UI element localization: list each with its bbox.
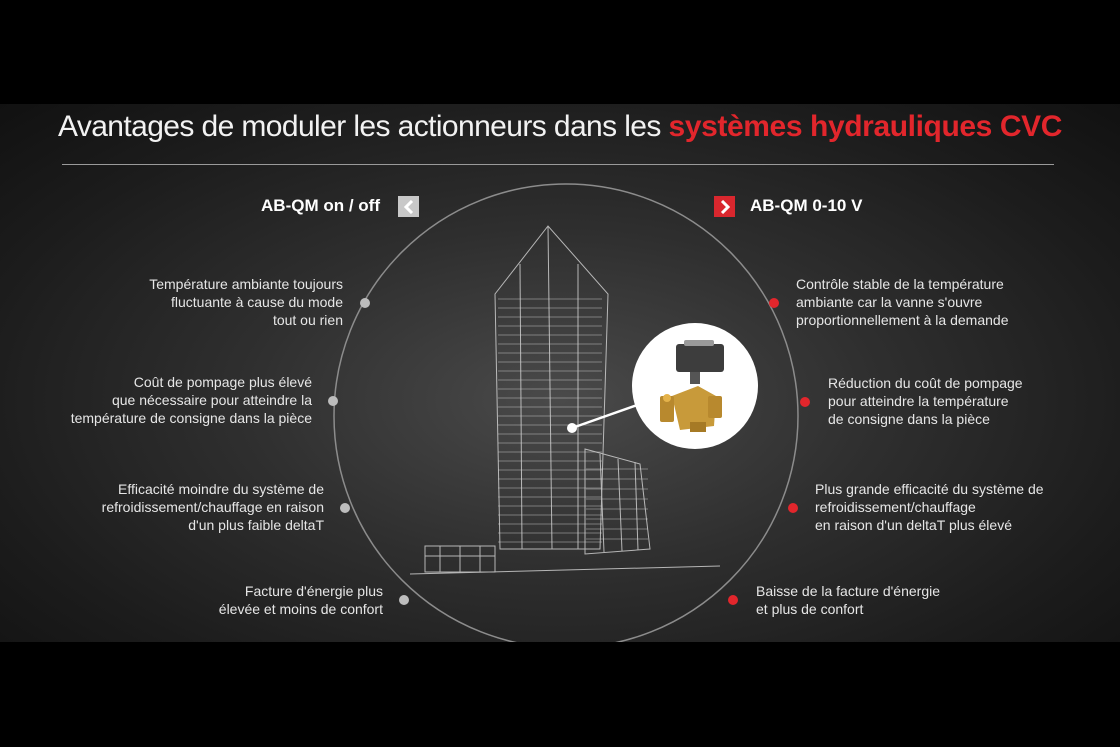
right-item-3: Plus grande efficacité du système de refroidissement/chauffage en raison d'un deltaT plus élevé bbox=[815, 481, 1044, 533]
left-item-1: Température ambiante toujours fluctuante à cause du mode tout ou rien bbox=[149, 276, 343, 328]
right-item-4: Baisse de la facture d'énergie et plus de confort bbox=[756, 583, 941, 617]
page-title: Avantages de moduler les actionneurs dans les systèmes hydrauliques CVC bbox=[57, 110, 1063, 143]
chevron-right-icon[interactable] bbox=[714, 196, 735, 217]
title-accent: systèmes hydrauliques CVC bbox=[668, 110, 1063, 143]
slide bbox=[0, 104, 1120, 642]
left-item-3: Efficacité moindre du système de refroidissement/chauffage en raison d'un plus faible deltaT bbox=[101, 481, 324, 533]
chevron-left-icon[interactable] bbox=[398, 196, 419, 217]
right-item-1: Contrôle stable de la température ambiante car la vanne s'ouvre proportionnellement à la demande bbox=[796, 276, 1009, 328]
right-heading: AB-QM 0-10 V bbox=[750, 196, 863, 215]
right-item-2: Réduction du coût de pompage pour atteindre la température de consigne dans la pièce bbox=[828, 375, 1023, 427]
title-divider bbox=[62, 164, 1054, 165]
left-item-2: Coût de pompage plus élevé que nécessaire pour atteindre la température de consigne dans la pièce bbox=[70, 374, 312, 426]
left-heading: AB-QM on / off bbox=[261, 196, 380, 215]
left-item-4: Facture d'énergie plus élevée et moins de confort bbox=[218, 583, 383, 617]
